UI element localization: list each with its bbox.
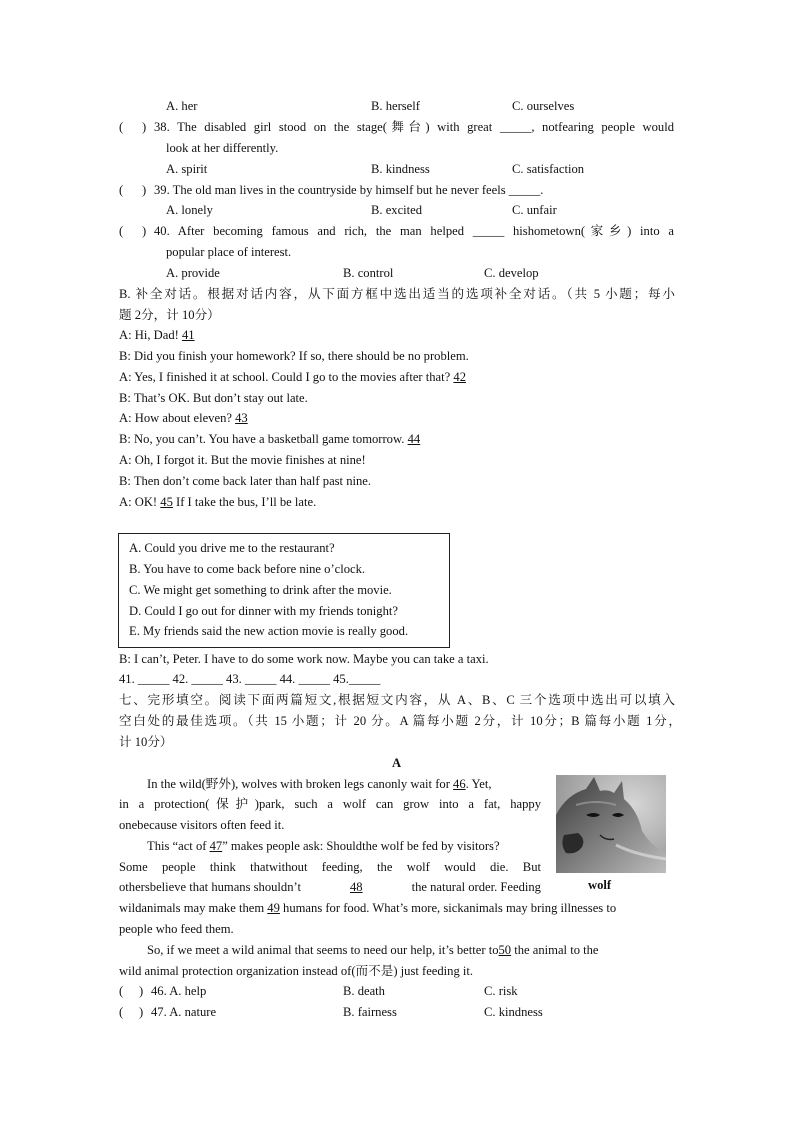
passage-a-p2-line4: wildanimals may make them 49 humans for food. What’s more, sickanimals may bring illnesses to (119, 901, 617, 915)
answer-blanks-line: 41. _____ 42. _____ 43. _____ 44. _____ 45._____ (119, 672, 381, 686)
box-option-d: D. Could I go out for dinner with my friends tonight? (129, 604, 398, 618)
section-b-heading-line1: B. 补全对话。根据对话内容，从下面方框中选出适当的选项补全对话。（共 5 小题；每小 (119, 287, 675, 301)
q38-option-c: C. satisfaction (512, 162, 585, 176)
q38-paren-open: ( (119, 120, 124, 134)
q47-option-a: 47. A. nature (151, 1005, 217, 1019)
q37-option-a: A. her (166, 99, 198, 113)
q46-option-b: B. death (343, 984, 385, 998)
q40-stem-line1: 40. After becoming famous and rich, the man helped _____ hishometown(家乡) into a (154, 224, 674, 238)
q37-option-b: B. herself (371, 99, 420, 113)
q40-option-b: B. control (343, 266, 394, 280)
q38-option-b: B. kindness (371, 162, 430, 176)
passage-a-p3-line2: wild animal protection organization instead of(而不是) just feeding it. (119, 964, 474, 978)
q39-option-c: C. unfair (512, 203, 557, 217)
q38-option-a: A. spirit (166, 162, 208, 176)
passage-a-p1-line2: in a protection(保护)park, such a wolf can grow into a fat, happy (119, 797, 541, 811)
dialogue-line: B: Then don’t come back later than half past nine. (119, 474, 372, 488)
dialogue-line: A: How about eleven? 43 (119, 411, 248, 425)
q47-option-b: B. fairness (343, 1005, 397, 1019)
q47-paren-open: ( (119, 1005, 124, 1019)
section-7-heading-line1: 七、完形填空。阅读下面两篇短文,根据短文内容，从 A、B、C 三个选项中选出可以填入 (119, 693, 675, 707)
section-7-heading-line2: 空白处的最佳选项。（共 15 小题；计 20 分。A 篇每小题 2分，计 10分；B 篇每小题 1分， (119, 714, 681, 728)
q40-option-c: C. develop (484, 266, 539, 280)
q40-option-a: A. provide (166, 266, 220, 280)
passage-a-p2-line2: Some people think thatwithout feeding, the wolf would die. But (119, 860, 541, 874)
q39-paren-close: ) (142, 183, 147, 197)
q37-option-c: C. ourselves (512, 99, 575, 113)
passage-a-p2-line1: This “act of 47” makes people ask: Shouldthe wolf be fed by visitors? (147, 839, 500, 853)
wolf-image-caption: wolf (588, 878, 612, 892)
q47-option-c: C. kindness (484, 1005, 543, 1019)
q47-paren-close: ) (139, 1005, 144, 1019)
q39-paren-open: ( (119, 183, 124, 197)
q40-stem-line2: popular place of interest. (166, 245, 292, 259)
q46-option-c: C. risk (484, 984, 518, 998)
q38-stem-line2: look at her differently. (166, 141, 279, 155)
passage-a-p3-line1: So, if we meet a wild animal that seems to need our help, it’s better to50 the animal to the (147, 943, 599, 957)
dialogue-end-line: B: I can’t, Peter. I have to do some work now. Maybe you can take a taxi. (119, 652, 489, 666)
passage-a-p2-line3: othersbelieve that humans shouldn’t 48 the natural order. Feeding (119, 880, 541, 894)
q40-paren-close: ) (142, 224, 147, 238)
q39-stem-line1: 39. The old man lives in the countryside by himself but he never feels _____. (154, 183, 544, 197)
passage-a-p1-line3: onebecause visitors often feed it. (119, 818, 285, 832)
passage-a-title: A (392, 756, 402, 770)
q46-paren-close: ) (139, 984, 144, 998)
dialogue-line: A: Hi, Dad! 41 (119, 328, 195, 342)
q40-paren-open: ( (119, 224, 124, 238)
q46-paren-open: ( (119, 984, 124, 998)
section-7-heading-line3: 计 10分） (119, 735, 173, 749)
q39-option-a: A. lonely (166, 203, 213, 217)
dialogue-line: B: That’s OK. But don’t stay out late. (119, 391, 308, 405)
dialogue-line: A: OK! 45 If I take the bus, I’ll be late. (119, 495, 317, 509)
q46-option-a: 46. A. help (151, 984, 207, 998)
dialogue-line: B: No, you can’t. You have a basketball game tomorrow. 44 (119, 432, 421, 446)
passage-a-p1-line1: In the wild(野外), wolves with broken legs canonly wait for 46. Yet, (147, 777, 492, 791)
box-option-e: E. My friends said the new action movie is really good. (129, 624, 409, 638)
box-option-b: B. You have to come back before nine o’clock. (129, 562, 366, 576)
dialogue-line: A: Yes, I finished it at school. Could I go to the movies after that? 42 (119, 370, 466, 384)
q38-paren-close: ) (142, 120, 147, 134)
q39-option-b: B. excited (371, 203, 423, 217)
dialogue-line: B: Did you finish your homework? If so, there should be no problem. (119, 349, 469, 363)
box-option-a: A. Could you drive me to the restaurant? (129, 541, 335, 555)
section-b-heading-line2: 题 2分，计 10分） (119, 308, 220, 322)
wolf-image (556, 775, 666, 873)
q38-stem-line1: 38. The disabled girl stood on the stage(舞台) with great _____, notfearing people would (154, 120, 674, 134)
passage-a-p2-line5: people who feed them. (119, 922, 234, 936)
box-option-c: C. We might get something to drink after the movie. (129, 583, 392, 597)
dialogue-line: A: Oh, I forgot it. But the movie finishes at nine! (119, 453, 366, 467)
